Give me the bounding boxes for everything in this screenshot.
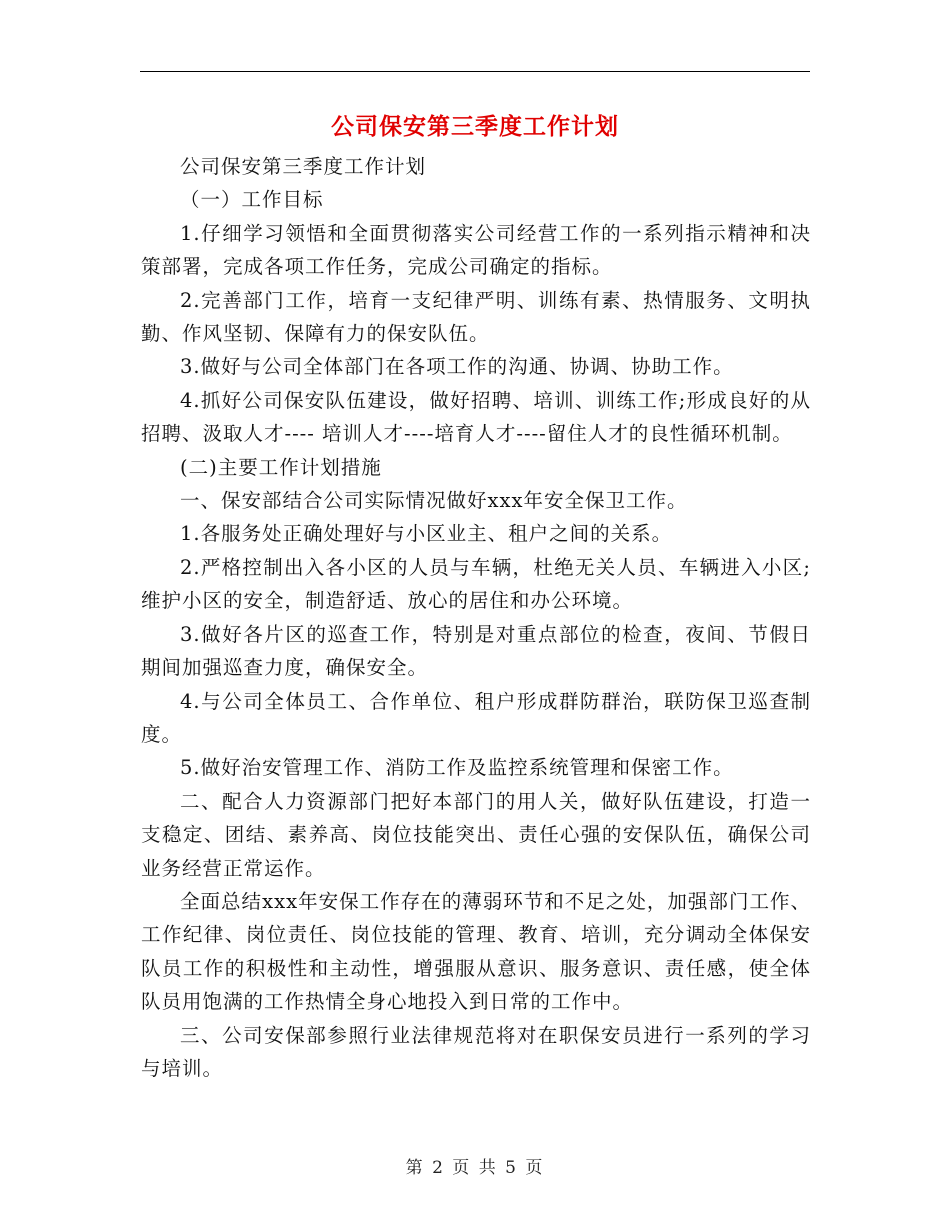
paragraph: 4.抓好公司保安队伍建设，做好招聘、培训、训练工作;形成良好的从招聘、汲取人才---- 培训人才----培育人才----留住人才的良性循环机制。 (141, 388, 811, 446)
section-heading: (二)主要工作计划措施 (180, 455, 382, 479)
paragraph: 1.各服务处正确处理好与小区业主、租户之间的关系。 (180, 522, 673, 546)
paragraph: 二、配合人力资源部门把好本部门的用人关，做好队伍建设，打造一支稳定、团结、素养高、岗位技能突出、责任心强的安保队伍，确保公司业务经营正常运作。 (141, 789, 811, 880)
paragraph: 公司保安第三季度工作计划 (180, 155, 427, 178)
header-rule (140, 71, 810, 72)
paragraph: 2.完善部门工作，培育一支纪律严明、训练有素、热情服务、文明执勤、作风坚韧、保障有力的保安队伍。 (141, 288, 811, 346)
paragraph: 一、保安部结合公司实际情况做好xxx年安全保卫工作。 (180, 489, 688, 513)
paragraph: 5.做好治安管理工作、消防工作及监控系统管理和保密工作。 (180, 756, 734, 780)
paragraph: 三、公司安保部参照行业法律规范将对在职保安员进行一系列的学习与培训。 (141, 1023, 811, 1080)
paragraph: 3.做好各片区的巡查工作，特别是对重点部位的检查，夜间、节假日期间加强巡查力度，确保安全。 (141, 622, 811, 680)
paragraph: 3.做好与公司全体部门在各项工作的沟通、协调、协助工作。 (180, 355, 734, 379)
document-title: 公司保安第三季度工作计划 (331, 114, 619, 140)
paragraph: 1.仔细学习领悟和全面贯彻落实公司经营工作的一系列指示精神和决策部署，完成各项工作任务，完成公司确定的指标。 (141, 221, 811, 279)
paragraph: 全面总结xxx年安保工作存在的薄弱环节和不足之处，加强部门工作、工作纪律、岗位责任、岗位技能的管理、教育、培训，充分调动全体保安队员工作的积极性和主动性，增强服从意识、服务意识、责任感，使全体队员用饱满的工作热情全身心地投入到日常的工作中。 (141, 889, 811, 1014)
paragraph: 4.与公司全体员工、合作单位、租户形成群防群治，联防保卫巡查制度。 (141, 689, 811, 746)
paragraph: 2.严格控制出入各小区的人员与车辆，杜绝无关人员、车辆进入小区;维护小区的安全，制造舒适、放心的居住和办公环境。 (141, 555, 811, 613)
page-number: 第 2 页 共 5 页 (405, 1158, 545, 1178)
document-body (141, 150, 811, 1085)
section-heading: （一）工作目标 (180, 188, 324, 212)
